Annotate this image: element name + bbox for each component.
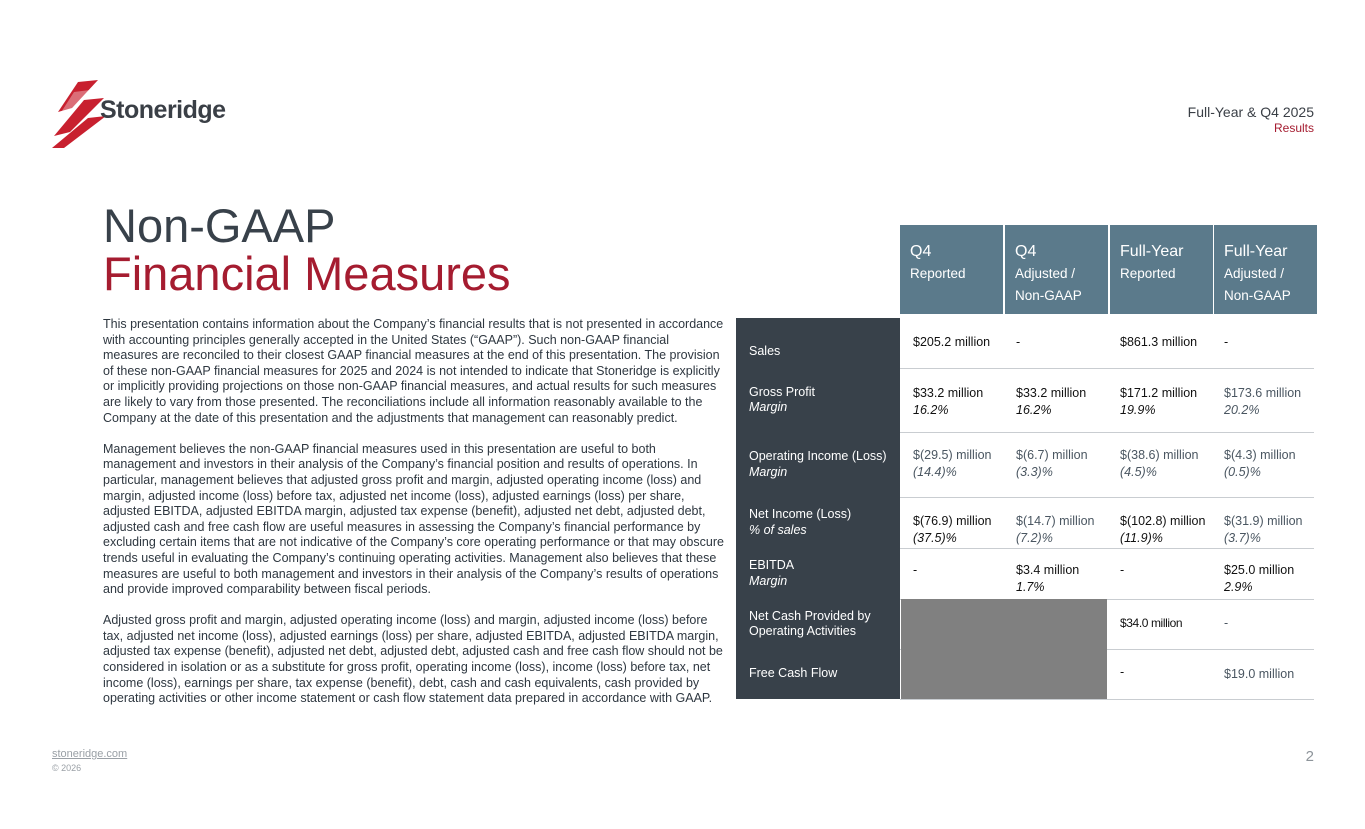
cell-value: - — [1120, 665, 1125, 679]
cell-subvalue: (3.3)% — [1016, 465, 1053, 479]
table-cell — [1224, 615, 1228, 632]
cell-value: - — [913, 563, 918, 577]
table-cell — [1016, 513, 1095, 547]
table-cell — [1224, 385, 1301, 419]
table-cell — [1016, 447, 1088, 481]
cell-value: $205.2 million — [913, 335, 991, 349]
cell-value: $861.3 million — [1120, 335, 1198, 349]
cell-subvalue: (7.2)% — [1016, 531, 1053, 545]
paragraph: Management believes the non-GAAP financial measures used in this presentation are useful to both management and investors in their analysis of the Company’s financial position and results of operations. In particular, management believes that adjusted gross profit and margin, adjusted operating income (loss) and margin, adjusted income (loss) before tax, adjusted net income (loss), adjusted earnings (loss) per share, adjusted EBITDA, adjusted EBITDA margin, adjusted tax expense (benefit), adjusted net debt, adjusted debt, adjusted cash and free cash flow are useful measures in assessing the Company’s financial performance by excluding certain items that are not indicative of the Company’s core operating performance or that may obscure trends useful in evaluating the Company’s continuing operating activities. Management also believes that these measures are useful to both management and investors in their analysis of the Company’s results of operations and provide improved comparability between fiscal periods. — [103, 441, 724, 597]
cell-value: - — [1224, 335, 1229, 349]
cell-value: $3.4 million — [1016, 563, 1080, 577]
table-cell — [1016, 562, 1079, 596]
table-cell — [913, 513, 992, 547]
website-link[interactable]: stoneridge.com — [52, 748, 128, 760]
page-title-line-1: Non-GAAP — [103, 199, 336, 252]
row-label-text: EBITDA — [749, 558, 795, 572]
column-header-title: Full-Year — [1120, 243, 1184, 260]
cell-subvalue: 2.9% — [1224, 580, 1253, 594]
cell-value: $33.2 million — [913, 386, 984, 400]
column-header-q4-reported — [900, 225, 1003, 314]
cell-subvalue: 16.2% — [1016, 403, 1052, 417]
cell-value: $(6.7) million — [1016, 448, 1088, 462]
row-label-text: Net Income (Loss) — [749, 507, 852, 521]
copyright: © 2026 — [52, 763, 82, 773]
row-label-gross-profit — [736, 368, 900, 432]
cell-value: $25.0 million — [1224, 563, 1295, 577]
cell-value: $34.0 million — [1120, 616, 1183, 630]
logo-wordmark: Stoneridge — [100, 96, 226, 124]
row-label-subtext: Margin — [749, 464, 788, 479]
cell-subvalue: 16.2% — [913, 403, 949, 417]
cell-value: - — [1120, 563, 1125, 577]
paragraph: This presentation contains information about the Company’s financial results that is not presented in accordance with accounting principles generally accepted in the United States (“GAAP”). Such non-GAAP financial measures are reconciled to their closest GAAP financial measures at the end of this presentation. The provision of these non-GAAP financial measures for 2025 and 2024 is not intended to indicate that Stoneridge is explicitly or implicitly providing projections on those non-GAAP financial measures, and actual results for such measures are likely to vary from those presented. The reconciliations include all information reasonably available to the Company at the date of this presentation and the adjustments that management can reasonably predict. — [103, 317, 724, 425]
column-header-subtitle: Reported — [1120, 266, 1176, 281]
cell-subvalue: 20.2% — [1224, 403, 1260, 417]
row-label-free-cash-flow — [736, 649, 900, 699]
cell-value: $(14.7) million — [1016, 514, 1095, 528]
stoneridge-logo — [50, 78, 226, 150]
column-header-fy-reported — [1110, 225, 1213, 314]
cell-subvalue: (4.5)% — [1120, 465, 1157, 479]
cell-value: $(38.6) million — [1120, 448, 1199, 462]
row-label-ebitda — [736, 548, 900, 599]
deck-subtitle: Results — [1273, 121, 1314, 135]
cell-value: $(76.9) million — [913, 514, 992, 528]
column-header-title: Q4 — [1015, 243, 1037, 260]
table-cell — [913, 385, 983, 419]
cell-value: $33.2 million — [1016, 386, 1087, 400]
table-cell — [1120, 385, 1197, 419]
table-cell — [1120, 334, 1197, 351]
disclaimer-text — [103, 317, 725, 722]
page-number: 2 — [1305, 748, 1314, 765]
cell-value: $(4.3) million — [1224, 448, 1296, 462]
cell-value: $(31.9) million — [1224, 514, 1303, 528]
table-cell — [1120, 513, 1205, 547]
table-cell — [913, 562, 917, 579]
column-header-subtitle: Reported — [910, 266, 966, 281]
deck-title: Full-Year & Q4 2025 — [1187, 104, 1314, 120]
not-applicable-block — [901, 599, 1107, 699]
row-label-subtext: Margin — [749, 573, 788, 588]
column-header-fy-adjusted — [1214, 225, 1317, 314]
table-cell — [1224, 562, 1294, 596]
column-header-subtitle: Non-GAAP — [1015, 288, 1082, 303]
row-label-text: Sales — [749, 343, 781, 358]
cell-value: $19.0 million — [1224, 667, 1295, 681]
row-divider — [900, 548, 1314, 549]
table-cell — [1224, 334, 1228, 351]
table-cell — [1224, 513, 1303, 547]
cell-value: - — [1224, 616, 1229, 630]
row-label-net-cash — [736, 599, 900, 649]
column-header-subtitle: Adjusted / — [1015, 266, 1076, 281]
row-label-text: Operating Income (Loss) — [749, 449, 887, 463]
cell-subvalue: (14.4)% — [913, 465, 957, 479]
row-label-subtext: % of sales — [749, 522, 807, 537]
table-cell — [1224, 666, 1294, 683]
row-label-net-income — [736, 497, 900, 548]
table-cell — [1016, 385, 1086, 419]
cell-subvalue: 1.7% — [1016, 580, 1045, 594]
column-header-title: Q4 — [910, 243, 932, 260]
cell-subvalue: 19.9% — [1120, 403, 1156, 417]
row-divider — [900, 699, 1314, 700]
paragraph: Adjusted gross profit and margin, adjusted operating income (loss) and margin, adjusted income (loss) before tax, adjusted net income (loss), adjusted earnings (loss) per share, adjusted EBITDA, adjusted EBITDA margin, adjusted tax expense (benefit), adjusted net debt, adjusted debt, adjusted cash and free cash flow should not be considered in isolation or as a substitute for gross profit, operating income (loss), income (loss) before tax, net income (loss), earnings per share, tax expense (benefit), debt, cash and cash equivalents, cash provided by operating activities or other income statement or cash flow statement data prepared in accordance with GAAP. — [103, 613, 723, 706]
deck-header — [1188, 104, 1314, 136]
cell-value: $(102.8) million — [1120, 514, 1206, 528]
row-label-operating-income — [736, 432, 900, 497]
table-cell — [1224, 447, 1296, 481]
cell-value: $(29.5) million — [913, 448, 992, 462]
row-label-text: Operating Activities — [749, 624, 856, 638]
cell-subvalue: (37.5)% — [913, 531, 957, 545]
cell-value: - — [1016, 335, 1021, 349]
row-divider — [900, 368, 1314, 369]
column-header-title: Full-Year — [1224, 243, 1288, 260]
column-header-subtitle: Non-GAAP — [1224, 288, 1291, 303]
row-label-text: Free Cash Flow — [749, 666, 838, 681]
row-label-text: Gross Profit — [749, 384, 815, 399]
table-cell — [913, 447, 992, 481]
table-cell — [1120, 615, 1182, 632]
row-label-subtext: Margin — [749, 400, 788, 414]
table-cell — [1120, 562, 1124, 579]
cell-subvalue: (0.5)% — [1224, 465, 1261, 479]
row-divider — [900, 497, 1314, 498]
column-header-subtitle: Adjusted / — [1224, 266, 1285, 281]
cell-value: $173.6 million — [1224, 386, 1302, 400]
table-cell — [1120, 447, 1199, 481]
column-header-q4-adjusted — [1005, 225, 1108, 314]
table-cell — [1120, 664, 1124, 681]
cell-value: $171.2 million — [1120, 386, 1198, 400]
row-label-sales — [736, 318, 900, 368]
cell-subvalue: (11.9)% — [1120, 531, 1163, 545]
table-cell — [1016, 334, 1020, 351]
page-title-line-2: Financial Measures — [103, 247, 511, 300]
cell-subvalue: (3.7)% — [1224, 531, 1261, 545]
row-label-text: Net Cash Provided by — [749, 608, 871, 623]
table-cell — [913, 334, 990, 351]
page-title — [103, 199, 511, 300]
row-divider — [900, 432, 1314, 433]
